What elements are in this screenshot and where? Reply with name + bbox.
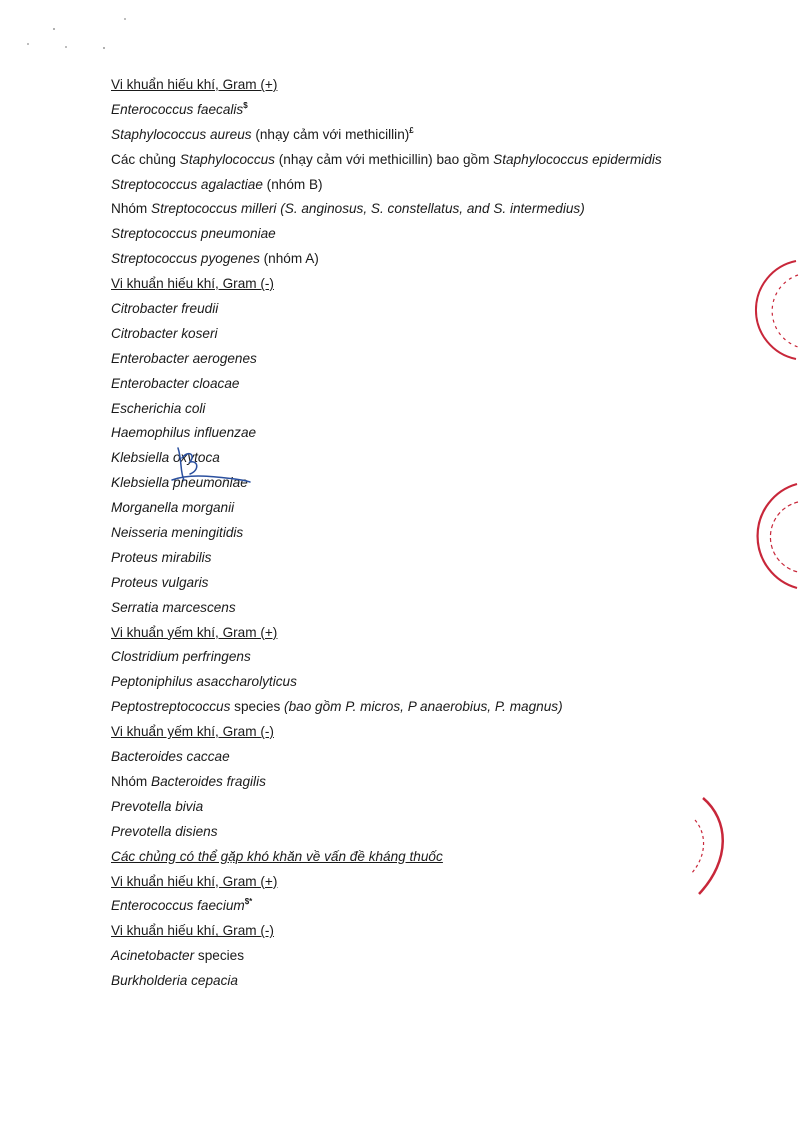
line-text bbox=[111, 351, 257, 366]
footnote-marker: $* bbox=[244, 897, 253, 907]
italic-text: Bacteroides caccae bbox=[111, 749, 230, 765]
line-text bbox=[111, 898, 252, 913]
list-item bbox=[111, 98, 761, 123]
line-text bbox=[111, 923, 274, 938]
text-segment: Vi khuẩn hiếu khí, Gram (-) bbox=[111, 923, 274, 939]
italic-text: Citrobacter koseri bbox=[111, 325, 218, 341]
line-text bbox=[111, 201, 585, 216]
list-item bbox=[111, 944, 761, 969]
list-item bbox=[111, 969, 761, 994]
list-item bbox=[111, 397, 761, 422]
line-text bbox=[111, 699, 563, 714]
line-text bbox=[111, 849, 443, 864]
line-text bbox=[111, 102, 248, 117]
line-text bbox=[111, 550, 211, 565]
section-heading bbox=[111, 870, 761, 895]
list-item bbox=[111, 222, 761, 247]
italic-text: Enterococcus faecalis bbox=[111, 101, 244, 117]
list-item bbox=[111, 571, 761, 596]
list-item bbox=[111, 820, 761, 845]
line-text bbox=[111, 326, 218, 341]
italic-text: Enterobacter cloacae bbox=[111, 375, 240, 391]
line-text bbox=[111, 376, 239, 391]
list-item bbox=[111, 894, 761, 919]
italic-text: Morganella morganii bbox=[111, 500, 235, 516]
line-text bbox=[111, 774, 266, 789]
line-text bbox=[111, 649, 251, 664]
line-text bbox=[111, 251, 319, 266]
text-segment: Nhóm bbox=[111, 773, 152, 789]
text-segment: (nhóm B) bbox=[262, 176, 323, 192]
italic-text: (bao gồm P. micros, P anaerobius, P. magnus) bbox=[284, 699, 563, 715]
section-heading bbox=[111, 720, 761, 745]
section-heading bbox=[111, 621, 761, 646]
italic-text: Acinetobacter bbox=[111, 948, 195, 964]
line-text bbox=[111, 625, 277, 640]
text-segment: (nhóm A) bbox=[259, 251, 319, 267]
text-segment: species bbox=[194, 948, 244, 964]
line-text bbox=[111, 425, 256, 440]
italic-text: Clostridium perfringens bbox=[111, 649, 251, 665]
list-item bbox=[111, 297, 761, 322]
italic-text: Staphylococcus epidermidis bbox=[493, 151, 662, 167]
italic-text: Streptococcus agalactiae bbox=[111, 176, 263, 192]
italic-text: Burkholderia cepacia bbox=[111, 973, 238, 989]
italic-text: Streptococcus milleri (S. anginosus, S. constellatus, and S. intermedius) bbox=[151, 201, 585, 217]
list-item bbox=[111, 123, 761, 148]
italic-text: Staphylococcus aureus bbox=[111, 126, 252, 142]
line-text bbox=[111, 301, 218, 316]
italic-text: Haemophilus influenzae bbox=[111, 425, 257, 441]
line-text bbox=[111, 674, 297, 689]
resistance-heading bbox=[111, 845, 761, 870]
italic-text: Klebsiella pneumoniae bbox=[111, 475, 248, 491]
footnote-marker: £ bbox=[409, 125, 414, 135]
footnote-marker: $ bbox=[243, 100, 248, 110]
italic-text: Enterobacter aerogenes bbox=[111, 350, 257, 366]
text-segment: Vi khuẩn hiếu khí, Gram (+) bbox=[111, 77, 278, 92]
list-item bbox=[111, 596, 761, 621]
list-item bbox=[111, 347, 761, 372]
italic-text: Streptococcus pneumoniae bbox=[111, 226, 276, 242]
line-text bbox=[111, 276, 274, 291]
list-item bbox=[111, 695, 761, 720]
text-segment: Vi khuẩn hiếu khí, Gram (-) bbox=[111, 276, 274, 292]
text-segment: Vi khuẩn yếm khí, Gram (+) bbox=[111, 624, 278, 640]
line-text bbox=[111, 127, 414, 142]
section-heading bbox=[111, 73, 761, 98]
italic-text: Serratia marcescens bbox=[111, 599, 236, 615]
line-text bbox=[111, 226, 276, 241]
line-text bbox=[111, 152, 662, 167]
line-text bbox=[111, 500, 234, 515]
line-text bbox=[111, 575, 208, 590]
italic-text: Citrobacter freudii bbox=[111, 301, 219, 317]
section-heading bbox=[111, 919, 761, 944]
list-item bbox=[111, 173, 761, 198]
list-item bbox=[111, 247, 761, 272]
list-item bbox=[111, 670, 761, 695]
italic-text: Enterococcus faecium bbox=[111, 898, 245, 914]
text-segment: (nhạy cảm với methicillin) bbox=[251, 126, 410, 142]
line-text bbox=[111, 749, 230, 764]
italic-text: Escherichia coli bbox=[111, 400, 206, 416]
red-stamp-top bbox=[760, 255, 799, 365]
line-text bbox=[111, 824, 218, 839]
list-item bbox=[111, 521, 761, 546]
italic-text: Bacteroides fragilis bbox=[151, 773, 266, 789]
scan-specks bbox=[0, 0, 140, 60]
text-segment: Các chủng bbox=[111, 151, 180, 167]
italic-text: Peptostreptococcus bbox=[111, 699, 231, 715]
list-item bbox=[111, 197, 761, 222]
text-segment: Nhóm bbox=[111, 201, 152, 217]
italic-text: Prevotella bivia bbox=[111, 798, 204, 814]
red-stamp-middle bbox=[760, 480, 799, 590]
italic-text: Proteus vulgaris bbox=[111, 574, 209, 590]
handwritten-signature bbox=[168, 440, 258, 490]
italic-text: Prevotella disiens bbox=[111, 823, 218, 839]
line-text bbox=[111, 799, 203, 814]
list-item bbox=[111, 372, 761, 397]
line-text bbox=[111, 600, 236, 615]
list-item bbox=[111, 645, 761, 670]
list-item bbox=[111, 496, 761, 521]
text-segment: Các chủng có thể gặp khó khăn về vấn đề kháng thuốc bbox=[111, 848, 443, 864]
section-heading bbox=[111, 272, 761, 297]
italic-text: Neisseria meningitidis bbox=[111, 525, 244, 541]
list-item bbox=[111, 745, 761, 770]
text-segment: Vi khuẩn yếm khí, Gram (-) bbox=[111, 724, 274, 740]
line-text bbox=[111, 724, 274, 739]
red-stamp-bottom bbox=[685, 790, 735, 900]
text-segment: (nhạy cảm với methicillin) bao gồm bbox=[274, 151, 494, 167]
list-item bbox=[111, 546, 761, 571]
list-item bbox=[111, 322, 761, 347]
italic-text: Klebsiella oxytoca bbox=[111, 450, 220, 466]
italic-text: Streptococcus pyogenes bbox=[111, 251, 260, 267]
italic-text: Staphylococcus bbox=[179, 151, 275, 167]
line-text bbox=[111, 874, 277, 889]
list-item bbox=[111, 770, 761, 795]
line-text bbox=[111, 77, 277, 92]
text-segment: Vi khuẩn hiếu khí, Gram (+) bbox=[111, 873, 278, 889]
organism-list bbox=[111, 73, 761, 994]
list-item bbox=[111, 148, 761, 173]
text-segment: species bbox=[230, 699, 285, 715]
line-text bbox=[111, 525, 243, 540]
list-item bbox=[111, 795, 761, 820]
line-text bbox=[111, 177, 323, 192]
line-text bbox=[111, 948, 244, 963]
line-text bbox=[111, 401, 205, 416]
italic-text: Proteus mirabilis bbox=[111, 549, 212, 565]
line-text bbox=[111, 973, 238, 988]
italic-text: Peptoniphilus asaccharolyticus bbox=[111, 674, 297, 690]
